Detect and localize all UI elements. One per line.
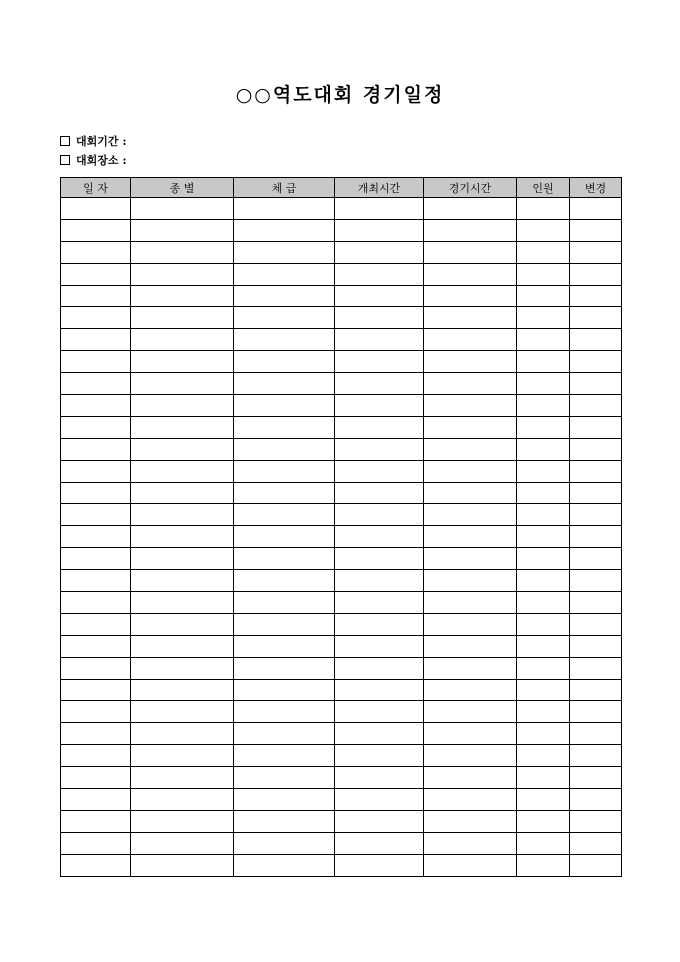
- table-cell: [131, 460, 234, 482]
- table-cell: [335, 745, 424, 767]
- table-row: [61, 285, 622, 307]
- table-cell: [424, 657, 517, 679]
- table-cell: [424, 504, 517, 526]
- table-cell: [517, 285, 570, 307]
- table-cell: [335, 438, 424, 460]
- table-cell: [424, 285, 517, 307]
- table-cell: [424, 767, 517, 789]
- table-cell: [570, 373, 622, 395]
- table-cell: [234, 854, 335, 876]
- table-cell: [131, 373, 234, 395]
- table-cell: [61, 548, 131, 570]
- table-cell: [517, 482, 570, 504]
- table-cell: [131, 810, 234, 832]
- table-cell: [570, 219, 622, 241]
- table-cell: [61, 723, 131, 745]
- table-cell: [424, 373, 517, 395]
- table-cell: [517, 592, 570, 614]
- table-cell: [234, 810, 335, 832]
- table-cell: [424, 854, 517, 876]
- table-cell: [131, 416, 234, 438]
- table-cell: [424, 613, 517, 635]
- table-cell: [570, 504, 622, 526]
- table-cell: [234, 307, 335, 329]
- table-cell: [335, 723, 424, 745]
- table-cell: [234, 198, 335, 220]
- table-cell: [424, 416, 517, 438]
- table-cell: [517, 460, 570, 482]
- table-cell: [335, 701, 424, 723]
- table-row: [61, 395, 622, 417]
- table-cell: [424, 241, 517, 263]
- table-cell: [517, 679, 570, 701]
- table-cell: [424, 307, 517, 329]
- table-row: [61, 438, 622, 460]
- table-cell: [335, 789, 424, 811]
- table-cell: [131, 745, 234, 767]
- table-cell: [570, 526, 622, 548]
- table-cell: [517, 701, 570, 723]
- header-date: 일 자: [61, 178, 131, 198]
- table-cell: [234, 373, 335, 395]
- table-cell: [517, 745, 570, 767]
- table-cell: [517, 657, 570, 679]
- table-row: [61, 504, 622, 526]
- header-change: 변경: [570, 178, 622, 198]
- table-cell: [335, 613, 424, 635]
- table-row: [61, 373, 622, 395]
- table-cell: [234, 592, 335, 614]
- table-cell: [335, 832, 424, 854]
- table-cell: [234, 395, 335, 417]
- table-cell: [424, 745, 517, 767]
- table-cell: [424, 482, 517, 504]
- table-row: [61, 526, 622, 548]
- table-cell: [131, 613, 234, 635]
- table-cell: [61, 373, 131, 395]
- table-cell: [570, 241, 622, 263]
- table-cell: [517, 526, 570, 548]
- table-cell: [570, 460, 622, 482]
- table-cell: [424, 395, 517, 417]
- table-row: [61, 854, 622, 876]
- table-row: [61, 679, 622, 701]
- table-cell: [234, 657, 335, 679]
- table-cell: [570, 701, 622, 723]
- table-row: [61, 263, 622, 285]
- table-cell: [335, 504, 424, 526]
- table-cell: [570, 789, 622, 811]
- table-cell: [570, 767, 622, 789]
- table-cell: [570, 395, 622, 417]
- table-cell: [424, 460, 517, 482]
- table-cell: [570, 613, 622, 635]
- header-participants: 인원: [517, 178, 570, 198]
- table-row: [61, 307, 622, 329]
- table-cell: [234, 504, 335, 526]
- table-cell: [61, 329, 131, 351]
- table-cell: [234, 351, 335, 373]
- header-weight-class: 체 급: [234, 178, 335, 198]
- table-cell: [424, 548, 517, 570]
- table-cell: [570, 548, 622, 570]
- table-cell: [424, 832, 517, 854]
- table-row: [61, 832, 622, 854]
- table-cell: [424, 438, 517, 460]
- table-cell: [424, 198, 517, 220]
- table-cell: [61, 635, 131, 657]
- table-cell: [131, 241, 234, 263]
- table-row: [61, 351, 622, 373]
- table-cell: [131, 548, 234, 570]
- table-cell: [570, 592, 622, 614]
- table-cell: [234, 526, 335, 548]
- checkbox-square-icon: [60, 155, 70, 165]
- table-cell: [61, 504, 131, 526]
- table-cell: [61, 789, 131, 811]
- table-cell: [234, 460, 335, 482]
- table-cell: [335, 657, 424, 679]
- table-cell: [517, 789, 570, 811]
- table-cell: [61, 460, 131, 482]
- table-cell: [234, 723, 335, 745]
- competition-venue-colon: :: [122, 153, 127, 167]
- table-cell: [424, 351, 517, 373]
- table-row: [61, 570, 622, 592]
- table-row: [61, 198, 622, 220]
- table-cell: [61, 745, 131, 767]
- table-cell: [61, 701, 131, 723]
- table-cell: [424, 329, 517, 351]
- table-cell: [570, 416, 622, 438]
- table-cell: [570, 723, 622, 745]
- table-cell: [61, 832, 131, 854]
- table-cell: [234, 548, 335, 570]
- table-cell: [424, 263, 517, 285]
- table-cell: [234, 745, 335, 767]
- table-row: [61, 416, 622, 438]
- table-cell: [234, 482, 335, 504]
- table-row: [61, 745, 622, 767]
- table-cell: [517, 504, 570, 526]
- table-cell: [335, 285, 424, 307]
- table-cell: [335, 241, 424, 263]
- table-cell: [570, 263, 622, 285]
- table-cell: [517, 548, 570, 570]
- table-cell: [335, 767, 424, 789]
- table-cell: [570, 329, 622, 351]
- table-cell: [517, 832, 570, 854]
- table-cell: [61, 285, 131, 307]
- table-cell: [424, 701, 517, 723]
- table-cell: [424, 810, 517, 832]
- table-cell: [61, 526, 131, 548]
- table-cell: [61, 810, 131, 832]
- table-cell: [335, 351, 424, 373]
- checkbox-square-icon: [60, 136, 70, 146]
- table-cell: [335, 263, 424, 285]
- table-cell: [234, 416, 335, 438]
- table-cell: [335, 373, 424, 395]
- table-cell: [61, 679, 131, 701]
- table-cell: [570, 482, 622, 504]
- table-cell: [517, 613, 570, 635]
- table-cell: [517, 219, 570, 241]
- table-cell: [335, 307, 424, 329]
- table-cell: [234, 701, 335, 723]
- table-cell: [131, 482, 234, 504]
- table-cell: [61, 592, 131, 614]
- header-start-time: 개최시간: [335, 178, 424, 198]
- table-cell: [131, 723, 234, 745]
- table-cell: [234, 241, 335, 263]
- table-cell: [570, 438, 622, 460]
- table-row: [61, 810, 622, 832]
- table-cell: [61, 241, 131, 263]
- table-cell: [234, 438, 335, 460]
- table-cell: [570, 810, 622, 832]
- table-row: [61, 241, 622, 263]
- table-cell: [335, 460, 424, 482]
- table-cell: [517, 635, 570, 657]
- table-cell: [61, 613, 131, 635]
- table-row: [61, 613, 622, 635]
- competition-period-colon: :: [122, 134, 127, 148]
- table-cell: [131, 307, 234, 329]
- table-cell: [570, 832, 622, 854]
- table-cell: [335, 679, 424, 701]
- table-cell: [131, 504, 234, 526]
- competition-venue-label: 대회장소: [76, 154, 119, 167]
- table-cell: [131, 832, 234, 854]
- table-cell: [131, 198, 234, 220]
- table-row: [61, 548, 622, 570]
- header-match-time: 경기시간: [424, 178, 517, 198]
- table-cell: [424, 592, 517, 614]
- table-cell: [517, 307, 570, 329]
- table-cell: [335, 219, 424, 241]
- table-cell: [517, 373, 570, 395]
- table-cell: [424, 789, 517, 811]
- table-cell: [61, 438, 131, 460]
- table-cell: [335, 854, 424, 876]
- table-cell: [335, 416, 424, 438]
- table-cell: [234, 219, 335, 241]
- table-cell: [335, 329, 424, 351]
- table-cell: [570, 570, 622, 592]
- table-cell: [335, 482, 424, 504]
- table-cell: [131, 679, 234, 701]
- table-cell: [131, 526, 234, 548]
- table-cell: [517, 263, 570, 285]
- table-cell: [234, 679, 335, 701]
- table-row: [61, 723, 622, 745]
- table-cell: [234, 789, 335, 811]
- table-cell: [570, 285, 622, 307]
- table-cell: [131, 789, 234, 811]
- table-row: [61, 701, 622, 723]
- table-cell: [131, 592, 234, 614]
- table-cell: [424, 570, 517, 592]
- table-row: [61, 657, 622, 679]
- table-cell: [335, 395, 424, 417]
- table-cell: [335, 570, 424, 592]
- table-cell: [131, 767, 234, 789]
- table-cell: [234, 285, 335, 307]
- schedule-table: [60, 177, 622, 877]
- table-cell: [234, 832, 335, 854]
- table-cell: [61, 263, 131, 285]
- table-cell: [424, 723, 517, 745]
- table-row: [61, 592, 622, 614]
- table-cell: [61, 854, 131, 876]
- table-cell: [424, 526, 517, 548]
- table-row: [61, 635, 622, 657]
- table-cell: [570, 198, 622, 220]
- table-cell: [61, 198, 131, 220]
- table-row: [61, 219, 622, 241]
- table-cell: [61, 395, 131, 417]
- table-cell: [131, 701, 234, 723]
- table-cell: [570, 657, 622, 679]
- table-cell: [570, 351, 622, 373]
- table-cell: [517, 198, 570, 220]
- table-cell: [234, 263, 335, 285]
- table-body: [61, 198, 622, 877]
- table-cell: [234, 570, 335, 592]
- table-cell: [335, 198, 424, 220]
- table-row: [61, 329, 622, 351]
- table-cell: [61, 351, 131, 373]
- table-cell: [335, 635, 424, 657]
- table-cell: [131, 635, 234, 657]
- header-division: 종 별: [131, 178, 234, 198]
- table-cell: [131, 570, 234, 592]
- table-cell: [570, 307, 622, 329]
- table-cell: [335, 592, 424, 614]
- table-cell: [517, 767, 570, 789]
- competition-period-label: 대회기간: [76, 135, 119, 148]
- table-cell: [234, 613, 335, 635]
- table-cell: [517, 570, 570, 592]
- table-cell: [131, 351, 234, 373]
- table-cell: [131, 329, 234, 351]
- table-cell: [234, 635, 335, 657]
- table-cell: [517, 241, 570, 263]
- table-cell: [61, 657, 131, 679]
- table-cell: [131, 263, 234, 285]
- competition-venue-line: [60, 152, 127, 168]
- table-cell: [131, 395, 234, 417]
- table-cell: [570, 854, 622, 876]
- table-cell: [131, 285, 234, 307]
- table-cell: [517, 723, 570, 745]
- table-cell: [61, 219, 131, 241]
- table-row: [61, 482, 622, 504]
- table-cell: [61, 307, 131, 329]
- table-cell: [517, 395, 570, 417]
- table-cell: [335, 548, 424, 570]
- table-cell: [517, 810, 570, 832]
- table-cell: [61, 570, 131, 592]
- table-cell: [517, 329, 570, 351]
- table-cell: [61, 482, 131, 504]
- table-row: [61, 767, 622, 789]
- table-cell: [517, 438, 570, 460]
- table-cell: [61, 416, 131, 438]
- table-cell: [335, 526, 424, 548]
- table-cell: [517, 854, 570, 876]
- table-cell: [335, 810, 424, 832]
- table-cell: [570, 679, 622, 701]
- table-cell: [131, 854, 234, 876]
- table-cell: [424, 679, 517, 701]
- table-row: [61, 789, 622, 811]
- table-cell: [570, 635, 622, 657]
- table-cell: [234, 329, 335, 351]
- table-cell: [570, 745, 622, 767]
- competition-period-line: [60, 133, 127, 149]
- table-cell: [131, 219, 234, 241]
- table-cell: [517, 416, 570, 438]
- table-row: [61, 460, 622, 482]
- table-cell: [131, 438, 234, 460]
- table-header-row: [61, 178, 622, 198]
- document-title: ○○역도대회 경기일정: [235, 84, 445, 106]
- table-cell: [424, 635, 517, 657]
- table-cell: [131, 657, 234, 679]
- table-cell: [424, 219, 517, 241]
- table-cell: [517, 351, 570, 373]
- table-cell: [61, 767, 131, 789]
- table-cell: [234, 767, 335, 789]
